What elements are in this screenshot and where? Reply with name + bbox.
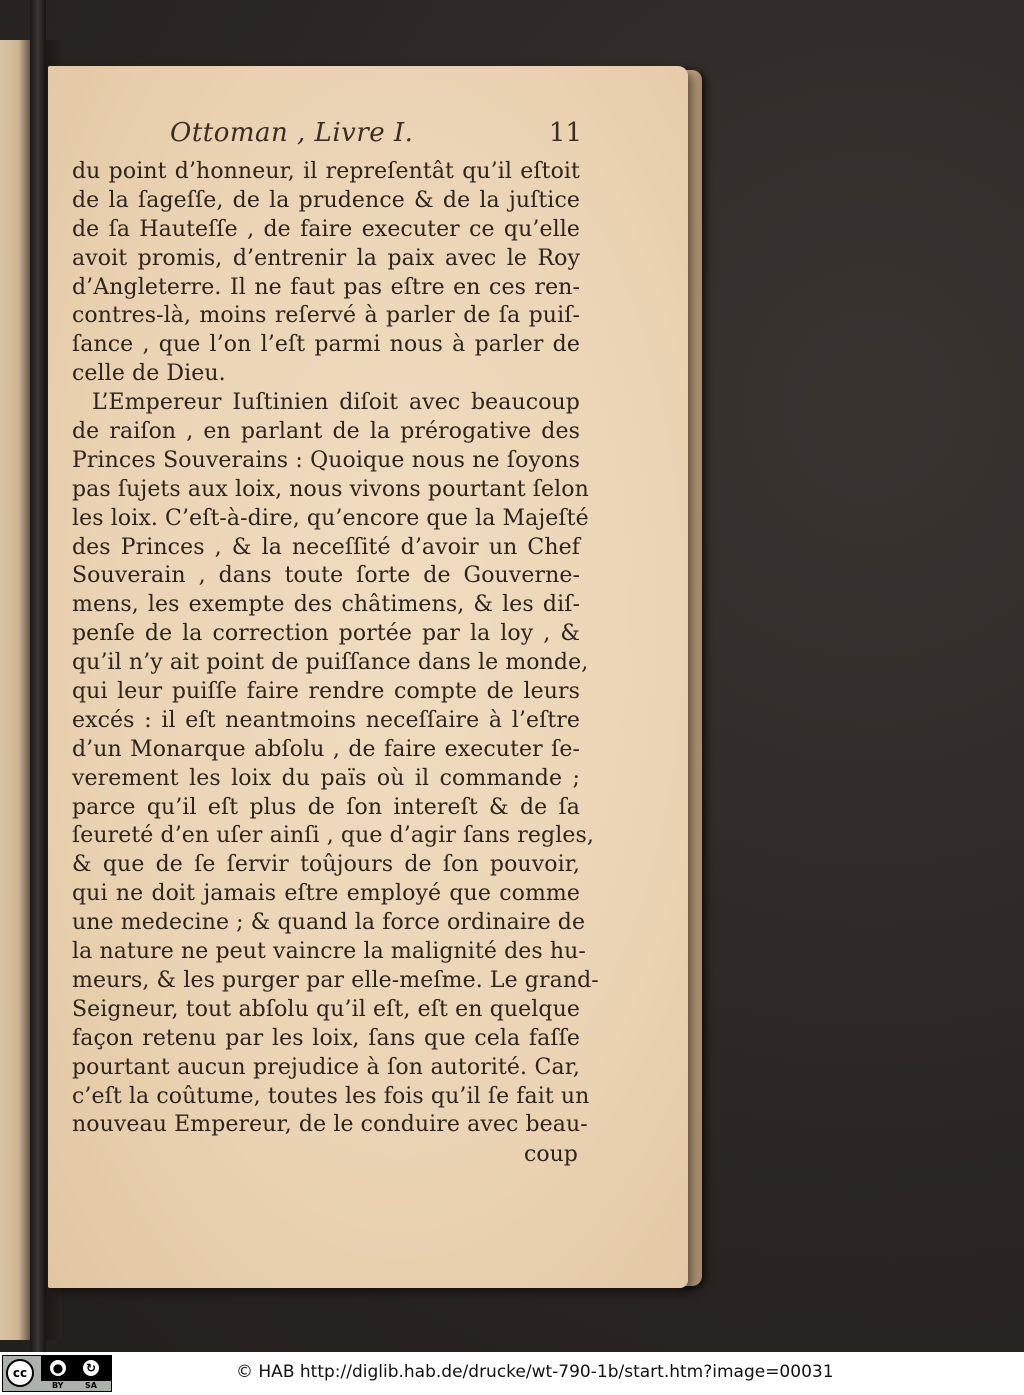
- text-line: d’un Monarque abſolu , de faire executer ſe-: [72, 736, 580, 762]
- sa-label: SA: [85, 1381, 97, 1390]
- text-line: des Princes , & la neceſſité d’avoir un Chef: [72, 534, 580, 560]
- text-line: & que de ſe ſervir toûjours de ſon pouvoir,: [72, 852, 580, 878]
- text-line: de raiſon , en parlant de la prérogative des: [72, 419, 580, 445]
- text-line: d’Angleterre. Il ne faut pas eſtre en ces ren-: [72, 274, 580, 300]
- text-line: de la ſageſſe, de la prudence & de la juſtice: [72, 187, 580, 213]
- text-line: verement les loix du païs où il commande ;: [72, 765, 580, 791]
- text-line: penſe de la correction portée par la loy , &: [72, 621, 580, 647]
- source-credit[interactable]: © HAB http://diglib.hab.de/drucke/wt-790-1b/start.htm?image=00031: [236, 1362, 834, 1382]
- text-line: qui ne doit jamais eſtre employé que comme: [72, 881, 580, 907]
- text-line: Seigneur, tout abſolu qu’il eſt, eſt en quelque: [72, 996, 580, 1022]
- text-line: c’eſt la coûtume, toutes les fois qu’il ſe fait un: [72, 1083, 590, 1109]
- cc-icon: cc: [6, 1359, 34, 1387]
- text-line: une medecine ; & quand la force ordinaire de: [72, 910, 586, 936]
- text-line: façon retenu par les loix, ſans que cela faſſe: [72, 1025, 580, 1051]
- text-line: pas ſujets aux loix, nous vivons pourtant ſelon: [72, 476, 589, 502]
- text-line: Souverain , dans toute ſorte de Gouverne-: [72, 563, 580, 589]
- body-text: [72, 158, 599, 1140]
- text-line: qu’il n’y ait point de puiſſance dans le monde,: [72, 650, 589, 676]
- cc-license-badge[interactable]: [2, 1355, 112, 1392]
- text-line: les loix. C’eſt-à-dire, qu’encore que la Majeſté: [72, 505, 589, 531]
- footer-bar: [0, 1352, 1024, 1395]
- text-line: L’Empereur Iuſtinien diſoit avec beaucoup: [92, 390, 580, 416]
- text-line: du point d’honneur, il repreſentât qu’il eſtoit: [72, 159, 580, 184]
- text-line: de ſa Hauteſſe , de faire executer ce qu’elle: [72, 216, 580, 242]
- page-number: 11: [548, 118, 582, 148]
- catchword: coup: [524, 1142, 578, 1167]
- text-line: contres-là, moins reſervé à parler de ſa puiſ-: [72, 303, 580, 329]
- text-line: meurs, & les purger par elle-meſme. Le grand-: [72, 967, 599, 993]
- text-line: avoit promis, d’entrenir la paix avec le Roy: [72, 245, 580, 271]
- book-spine: [30, 0, 46, 1352]
- by-person-icon: ●: [48, 1358, 68, 1378]
- text-line: Princes Souverains : Quoique nous ne ſoyons: [72, 447, 580, 473]
- share-alike-icon: ↻: [81, 1358, 101, 1378]
- text-line: celle de Dieu.: [72, 361, 226, 387]
- by-label: BY: [52, 1381, 64, 1390]
- text-line: la nature ne peut vaincre la malignité des hu-: [72, 939, 586, 965]
- text-line: qui leur puiſſe faire rendre compte de leurs: [72, 679, 580, 705]
- text-line: ſance , que l’on l’eſt parmi nous à parler de: [72, 332, 580, 358]
- text-line: pourtant aucun prejudice à ſon autorité. Car,: [72, 1054, 580, 1080]
- text-line: excés : il eſt neantmoins neceſſaire à l’eſtre: [72, 707, 580, 733]
- text-line: nouveau Empereur, de le conduire avec beau-: [72, 1112, 588, 1138]
- text-line: mens, les exempte des châtimens, & les diſ-: [72, 592, 580, 618]
- running-title: Ottoman , Livre I.: [170, 118, 414, 148]
- text-line: ſeureté d’en uſer ainſi , que d’agir ſans regles,: [72, 823, 594, 849]
- page-header: [170, 118, 590, 158]
- text-line: parce qu’il eſt plus de ſon intereſt & de ſa: [72, 794, 580, 820]
